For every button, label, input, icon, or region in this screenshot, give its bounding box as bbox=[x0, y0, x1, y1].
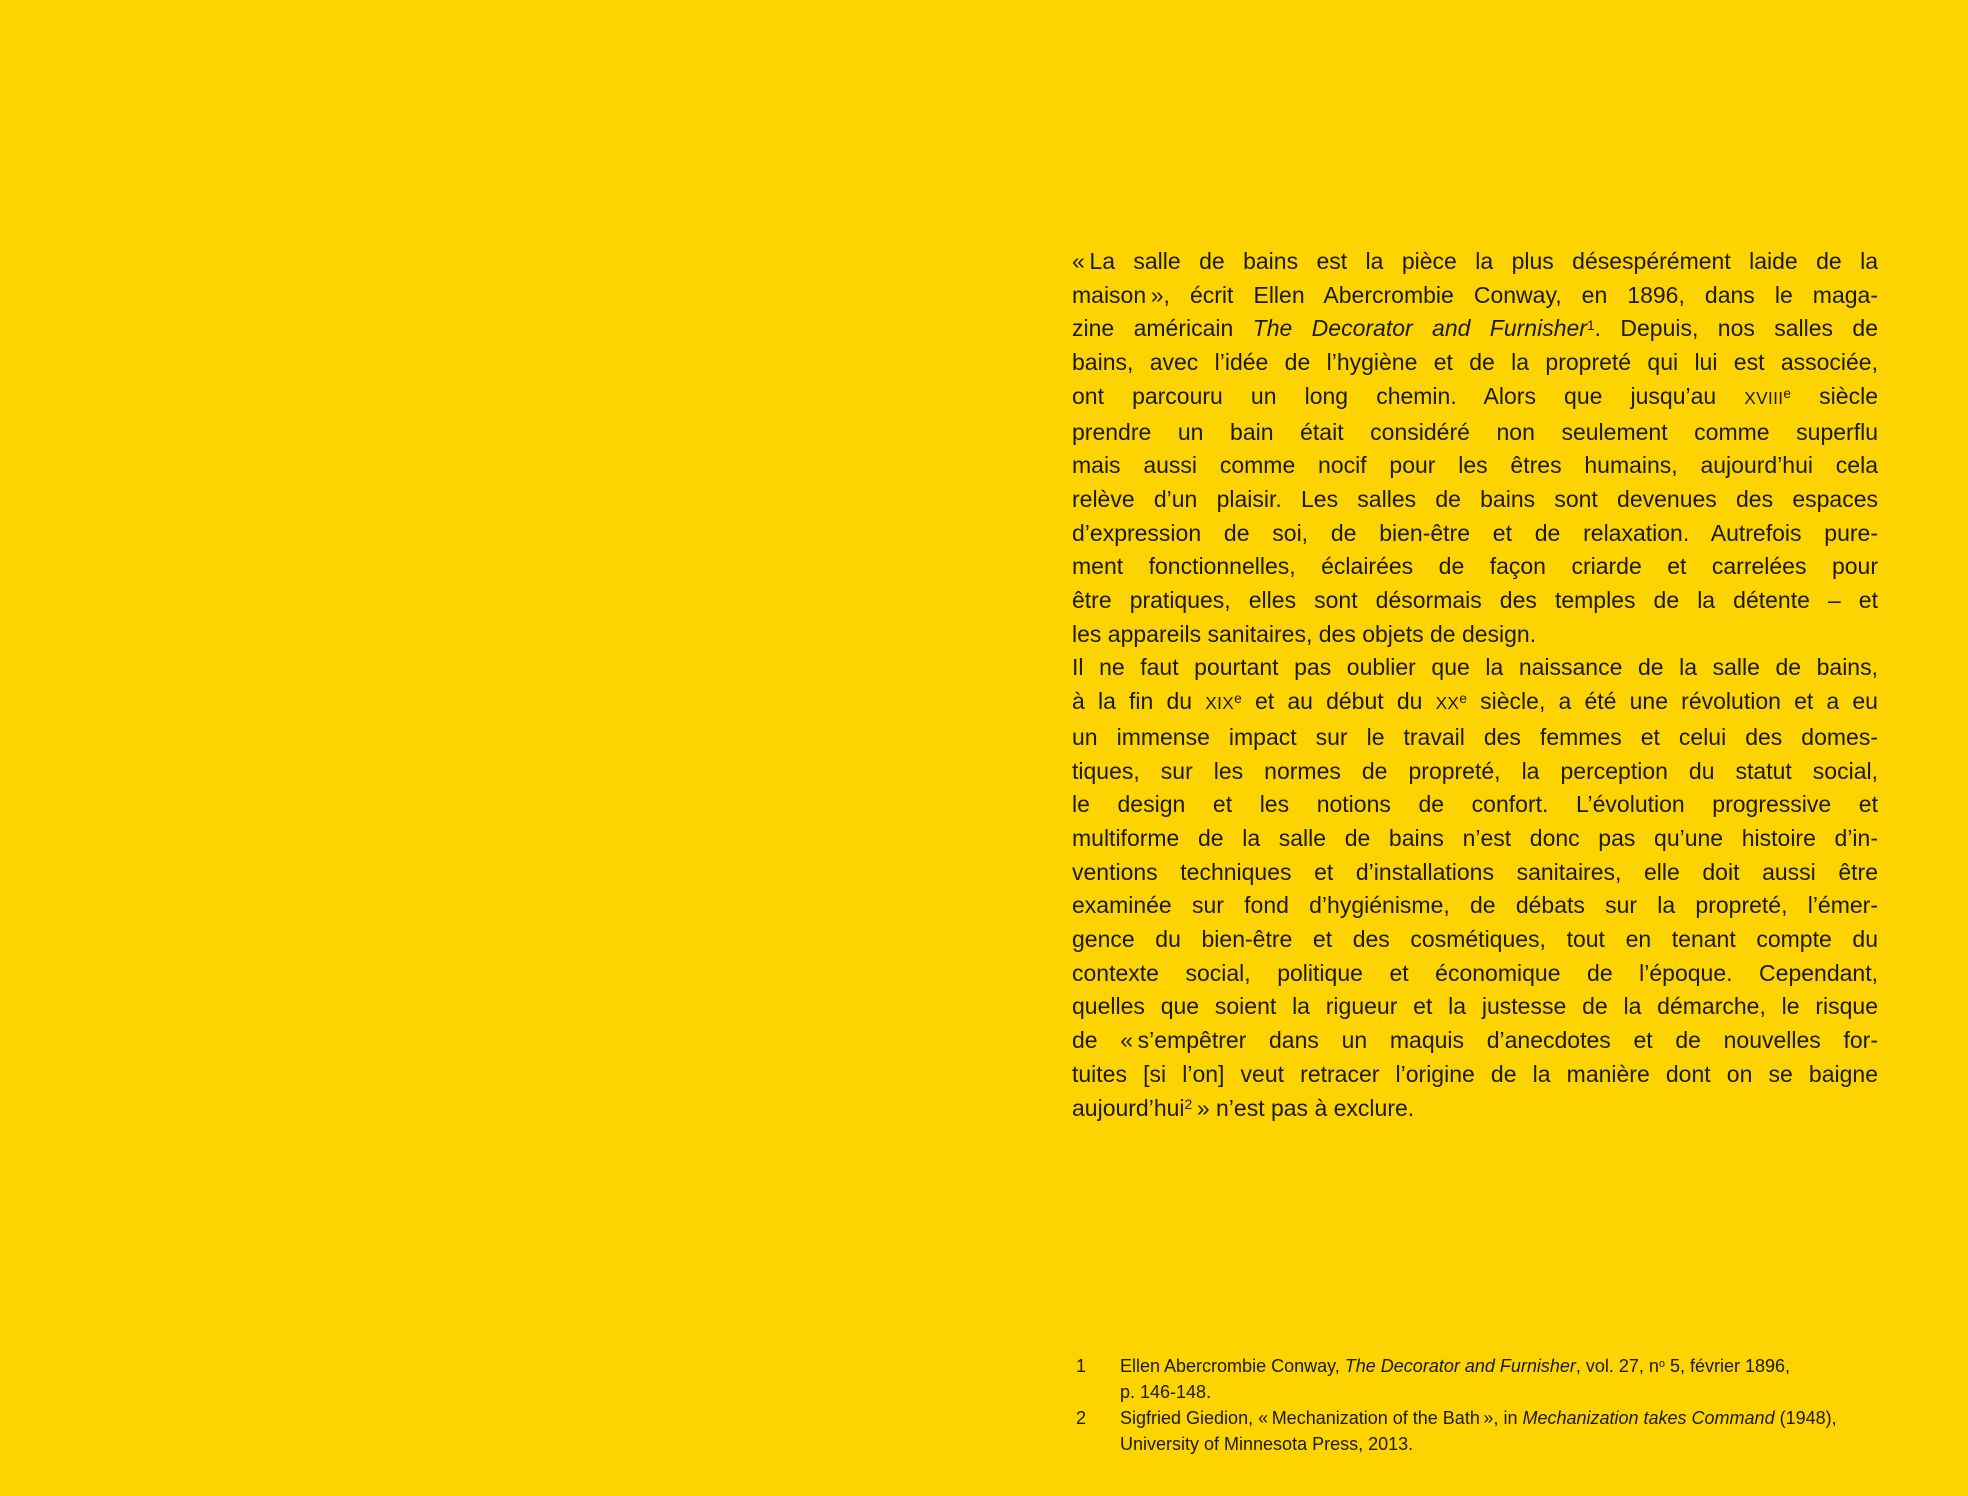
text-line: « La salle de bains est la pièce la plus désespérément laide de la bbox=[1072, 248, 1878, 274]
text-line: mais aussi comme nocif pour les êtres humains, aujourd’hui cela bbox=[1072, 452, 1878, 479]
body-text bbox=[1072, 245, 1878, 1125]
text-line: multiforme de la salle de bains n’est donc pas qu’une histoire d’in- bbox=[1072, 824, 1878, 851]
footnotes bbox=[1076, 1353, 1876, 1457]
text-line: d’expression de soi, de bien-être et de relaxation. Autrefois pure- bbox=[1072, 519, 1878, 546]
text-line: Il ne faut pourtant pas oublier que la naissance de la salle de bains, bbox=[1072, 654, 1878, 681]
text-line: ont parcouru un long chemin. Alors que jusqu’au XVIIIe siècle bbox=[1072, 382, 1878, 409]
text-line: de « s’empêtrer dans un maquis d’anecdotes et de nouvelles for- bbox=[1072, 1027, 1878, 1054]
footnote-1 bbox=[1076, 1353, 1876, 1405]
text-line: à la fin du XIXe et au début du XXe siècle, a été une révolution et a eu bbox=[1072, 688, 1878, 715]
text-line: Ellen Abercrombie Conway, The Decorator and Furnisher, vol. 27, $n^o$ 5, février 1896, bbox=[1120, 1356, 1791, 1376]
text-line: Sigfried Giedion, « Mechanization of the Bath », in Mechanization takes Command (1948), bbox=[1120, 1408, 1837, 1428]
footnote-text bbox=[1120, 1353, 1876, 1405]
text-line: maison », écrit Ellen Abercrombie Conway, en 1896, dans le maga- bbox=[1072, 281, 1878, 308]
text-line: examinée sur fond d’hygiénisme, de débats sur la propreté, l’émer- bbox=[1072, 892, 1878, 919]
text-line: gence du bien-être et des cosmétiques, tout en tenant compte du bbox=[1072, 926, 1878, 953]
text-line: quelles que soient la rigueur et la justesse de la démarche, le risque bbox=[1072, 993, 1878, 1020]
footnote-number: 1 bbox=[1076, 1356, 1087, 1376]
text-line: zine américain The Decorator and Furnisher$^1$. Depuis, nos salles de bbox=[1072, 315, 1879, 342]
text-line: le design et les notions de confort. L’évolution progressive et bbox=[1072, 791, 1878, 818]
text-line: p. 146-148. bbox=[1120, 1382, 1212, 1402]
footnote-text bbox=[1120, 1405, 1876, 1457]
text-line: prendre un bain était considéré non seulement comme superflu bbox=[1072, 418, 1878, 445]
text-line: ment fonctionnelles, éclairées de façon criarde et carrelées pour bbox=[1072, 553, 1878, 580]
text-line: bains, avec l’idée de l’hygiène et de la propreté qui lui est associée, bbox=[1072, 349, 1878, 376]
text-line: aujourd’hui$^2$ » n’est pas à exclure. bbox=[1072, 1094, 1415, 1121]
text-line: tiques, sur les normes de propreté, la perception du statut social, bbox=[1072, 757, 1878, 784]
text-line: être pratiques, elles sont désormais des temples de la détente – et bbox=[1072, 587, 1878, 614]
paragraph-history bbox=[1072, 651, 1878, 1125]
footnote-number: 2 bbox=[1076, 1408, 1087, 1428]
text-line: relève d’un plaisir. Les salles de bains sont devenues des espaces bbox=[1072, 485, 1878, 512]
text-line: contexte social, politique et économique de l’époque. Cependant, bbox=[1072, 959, 1878, 986]
paragraph-intro bbox=[1072, 245, 1878, 651]
text-line: University of Minnesota Press, 2013. bbox=[1120, 1434, 1414, 1454]
text-line: un immense impact sur le travail des femmes et celui des domes- bbox=[1072, 723, 1878, 750]
text-line: tuites [si l’on] veut retracer l’origine de la manière dont on se baigne bbox=[1072, 1060, 1878, 1087]
text-line: les appareils sanitaires, des objets de design. bbox=[1072, 620, 1537, 647]
footnote-2 bbox=[1076, 1405, 1876, 1457]
text-line: ventions techniques et d’installations sanitaires, elle doit aussi être bbox=[1072, 858, 1878, 885]
